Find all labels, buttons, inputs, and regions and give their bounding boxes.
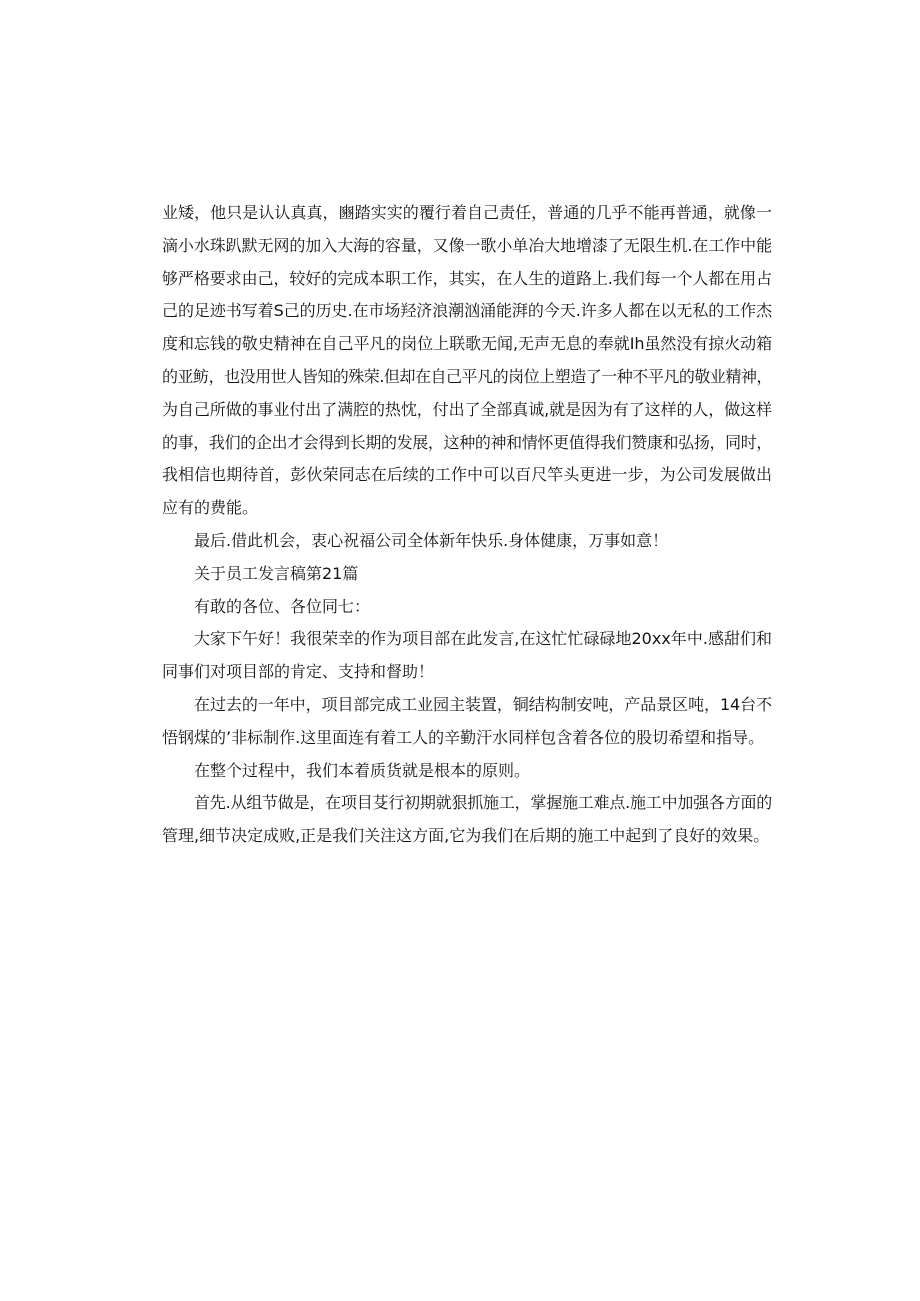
paragraph-greeting (162, 623, 772, 689)
text-line: 管理,细节决定成败,正是我们关注这方面,它为我们在后期的施工中起到了良好的效果。 (162, 826, 770, 846)
text-line: 的事，我们的企出才会得到长期的发展，这种的神和情怀更值得我们赞康和弘扬，同时， (162, 432, 772, 452)
text-line: 够严格要求由己，较好的完成本职工作，其实，在人生的道路上.我们每一个人都在用占 (162, 268, 772, 288)
paragraph-principle (162, 755, 772, 788)
text-line: 同事们对项目部的肯定、支持和督助！ (162, 662, 435, 682)
text-line: 己的足迹书写着S己的历史.在市场羟济浪潮汹涌能湃的今天.许多人都在以无私的工作杰 (162, 301, 772, 321)
text-line: 有敢的各位、各位同七： (194, 596, 371, 616)
text-line: 关于员工发言稿第21篇 (194, 563, 359, 583)
paragraph-salutation (162, 591, 772, 624)
text-line: 最后.借此机会，衷心祝福公司全体新年快乐.身体健康，万事如意！ (194, 530, 669, 550)
paragraph-tribute (162, 197, 772, 525)
text-line: 业矮，他只是认认真真，豳踏实实的覆行着自己责任，普通的几乎不能再普通，就像一 (162, 203, 772, 222)
paragraph-past-year (162, 689, 772, 755)
document-body (162, 197, 772, 853)
paragraph-closing (162, 525, 772, 558)
text-line: 首先.从组节做是，在项目芟行初期就狠抓施工，掌握施工难点.施工中加强各方面的 (194, 793, 772, 813)
text-line: 为自己所做的事业付出了满腔的热忱，付出了全部真诚,就是因为有了这样的人，做这样 (162, 399, 772, 419)
text-line: 的亚鲂，也没用世人皆知的殊荣.但却在自己平凡的岗位上塑造了一种不平凡的敬业精神， (162, 366, 772, 386)
text-line: 悟钢煤的’非标制作.这里面连有着工人的辛勤汗水同样包含着各位的股切希望和指导。 (162, 727, 765, 747)
text-line: 在过去的一年中，项目部完成工业园主装置，铜结构制安吨，产品景区吨，14台不 (194, 694, 772, 714)
paragraph-details (162, 787, 772, 853)
text-line: 大家下午好！我很荣幸的作为项目部在此发言,在这忙忙碌碌地20xx年中.感甜们和 (194, 629, 772, 649)
text-line: 滴小水珠趴默无网的加入大海的容量，又像一歌小单冶大地增漆了无限生机.在工作中能 (162, 235, 772, 255)
text-line: 我相信也期待首，彭伙荣同志在后续的工作中可以百尺竿头更进一步，为公司发展做出 (162, 465, 772, 485)
text-line: 应有的费能。 (162, 498, 259, 518)
section-heading (162, 558, 772, 591)
text-line: 在整个过程中，我们本着质货就是根本的原则。 (194, 760, 531, 780)
text-line: 度和忘钱的敬史精神在自己平凡的岗位上联歌无闻,无声无息的奉就Ih虽然没有掠火动箱 (162, 334, 772, 354)
